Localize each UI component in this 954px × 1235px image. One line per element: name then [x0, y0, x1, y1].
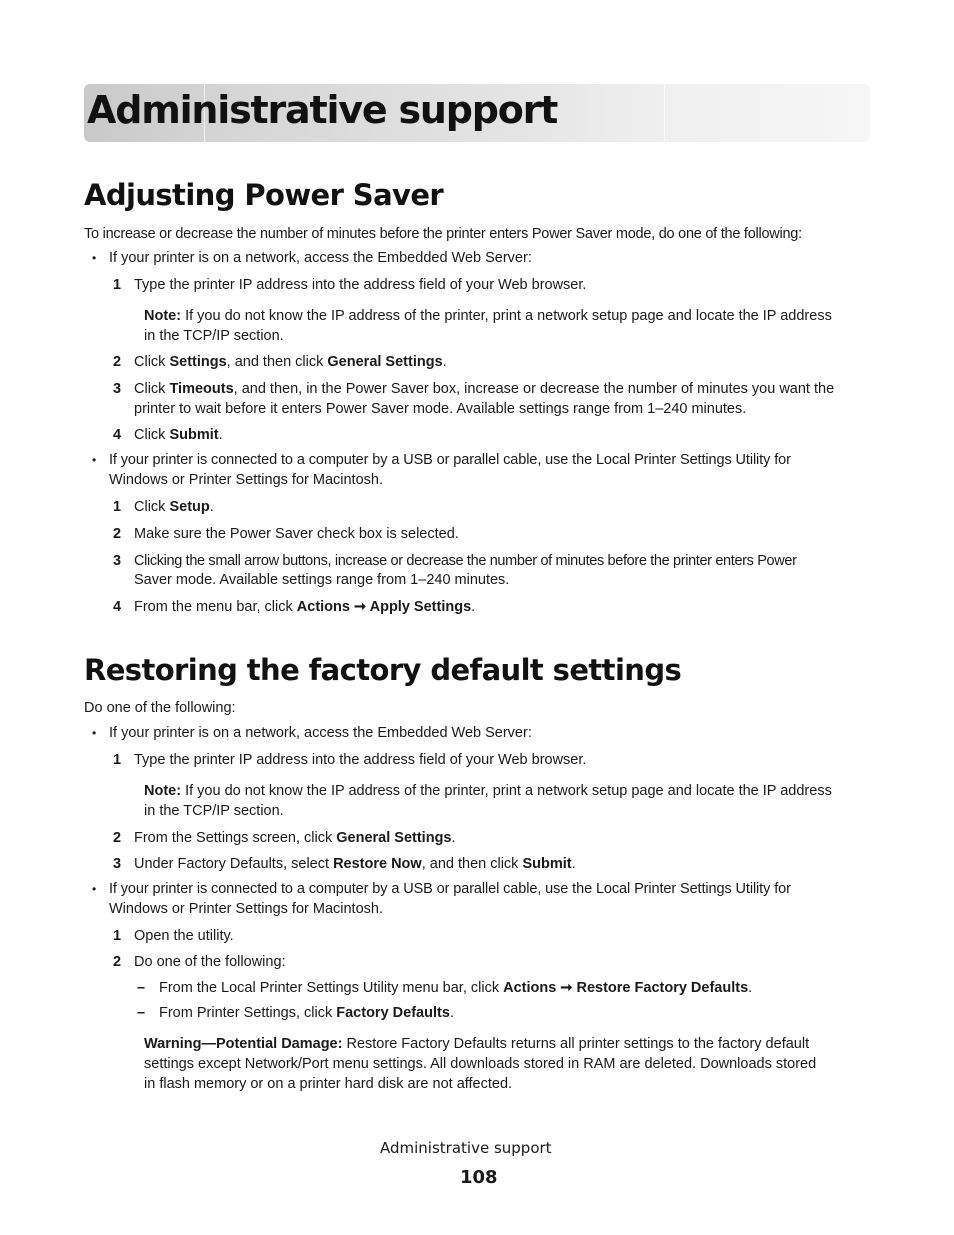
bullet-marker: • — [92, 251, 97, 265]
step-text: Click Setup. — [134, 499, 214, 515]
section-intro: Do one of the following: — [84, 700, 236, 716]
note — [144, 306, 832, 326]
chapter-title: Administrative support — [87, 88, 558, 132]
warning — [144, 1034, 809, 1054]
ui-term: Restore Factory Defaults — [576, 980, 749, 996]
sub-step-text: From the Local Printer Settings Utility menu bar, click Actions ➞ Restore Factory Defaults. — [159, 980, 753, 996]
ui-term: Factory Defaults — [336, 1005, 450, 1021]
ui-term: Restore Now — [333, 856, 422, 872]
bullet-text: If your printer is connected to a computer by a USB or parallel cable, use the Local Printer Settings Utility for — [109, 881, 791, 897]
step-text: From the Settings screen, click General Settings. — [134, 830, 456, 846]
bullet-text-continued: Windows or Printer Settings for Macintosh. — [109, 901, 383, 917]
note-text-continued: in the TCP/IP section. — [144, 328, 284, 344]
ui-term: General Settings — [336, 830, 452, 846]
step-text: Click Submit. — [134, 427, 223, 443]
step-number: 4 — [113, 599, 122, 615]
step-text: Click Settings, and then click General Settings. — [134, 354, 447, 370]
step-number: 1 — [113, 928, 122, 944]
note-text-continued: in the TCP/IP section. — [144, 803, 284, 819]
warning-label: Warning—Potential Damage: — [144, 1036, 343, 1052]
ui-term: Submit — [169, 427, 219, 443]
section-heading-factory-defaults: Restoring the factory default settings — [84, 653, 682, 687]
section-heading-power-saver: Adjusting Power Saver — [84, 178, 444, 212]
step-text-continued: printer to wait before it enters Power Saver mode. Available settings range from 1–240 minutes. — [134, 401, 747, 417]
step-number: 1 — [113, 752, 122, 768]
warning-text-continued: in flash memory or on a printer hard disk are not affected. — [144, 1076, 513, 1092]
ui-term: Actions — [503, 980, 557, 996]
step-text: Click Timeouts, and then, in the Power Saver box, increase or decrease the number of minutes you want the — [134, 381, 835, 397]
note-label: Note: — [144, 783, 182, 799]
ui-term: Apply Settings — [369, 599, 472, 615]
note-text: If you do not know the IP address of the printer, print a network setup page and locate the IP address — [181, 308, 832, 324]
warning-text-continued: settings except Network/Port menu settings. All downloads stored in RAM are deleted. Downloads stored — [144, 1056, 817, 1072]
note-label: Note: — [144, 308, 182, 324]
step-text: Clicking the small arrow buttons, increase or decrease the number of minutes before the printer enters Power — [134, 553, 797, 569]
page-number: 108 — [460, 1167, 498, 1188]
arrow-icon: ➞ — [349, 599, 370, 615]
sub-step-text: From Printer Settings, click Factory Defaults. — [159, 1005, 454, 1021]
step-text: From the menu bar, click Actions ➞ Apply Settings. — [134, 599, 476, 615]
bullet-marker: • — [92, 882, 97, 896]
step-number: 2 — [113, 954, 122, 970]
step-text: Type the printer IP address into the address field of your Web browser. — [134, 752, 587, 768]
step-text: Type the printer IP address into the address field of your Web browser. — [134, 277, 587, 293]
ui-term: Setup — [169, 499, 210, 515]
ui-term: Actions — [296, 599, 350, 615]
step-number: 2 — [113, 526, 122, 542]
note — [144, 781, 832, 801]
bullet-text: If your printer is connected to a computer by a USB or parallel cable, use the Local Printer Settings Utility for — [109, 452, 791, 468]
step-number: 3 — [113, 381, 122, 397]
step-number: 1 — [113, 499, 122, 515]
note-text: If you do not know the IP address of the printer, print a network setup page and locate the IP address — [181, 783, 832, 799]
bullet-text: If your printer is on a network, access the Embedded Web Server: — [109, 250, 532, 266]
bullet-marker: • — [92, 726, 97, 740]
step-text: Make sure the Power Saver check box is selected. — [134, 526, 459, 542]
step-number: 2 — [113, 354, 122, 370]
step-text: Under Factory Defaults, select Restore Now, and then click Submit. — [134, 856, 576, 872]
bullet-marker: • — [92, 453, 97, 467]
step-text: Open the utility. — [134, 928, 234, 944]
section-intro: To increase or decrease the number of minutes before the printer enters Power Saver mode, do one of the following: — [84, 226, 802, 242]
ui-term: General Settings — [327, 354, 443, 370]
step-text-continued: Saver mode. Available settings range from 1–240 minutes. — [134, 572, 510, 588]
step-number: 2 — [113, 830, 122, 846]
band-divider — [664, 84, 665, 142]
bullet-text-continued: Windows or Printer Settings for Macintosh. — [109, 472, 383, 488]
warning-text: Restore Factory Defaults returns all printer settings to the factory default — [342, 1036, 810, 1052]
ui-term: Submit — [522, 856, 572, 872]
ui-term: Settings — [169, 354, 227, 370]
footer-label: Administrative support — [380, 1139, 552, 1157]
step-text: Do one of the following: — [134, 954, 286, 970]
dash-marker: – — [137, 1005, 146, 1021]
step-number: 1 — [113, 277, 122, 293]
dash-marker: – — [137, 980, 146, 996]
ui-term: Timeouts — [169, 381, 234, 397]
step-number: 4 — [113, 427, 122, 443]
bullet-text: If your printer is on a network, access the Embedded Web Server: — [109, 725, 532, 741]
step-number: 3 — [113, 856, 122, 872]
step-number: 3 — [113, 553, 122, 569]
arrow-icon: ➞ — [556, 980, 577, 996]
